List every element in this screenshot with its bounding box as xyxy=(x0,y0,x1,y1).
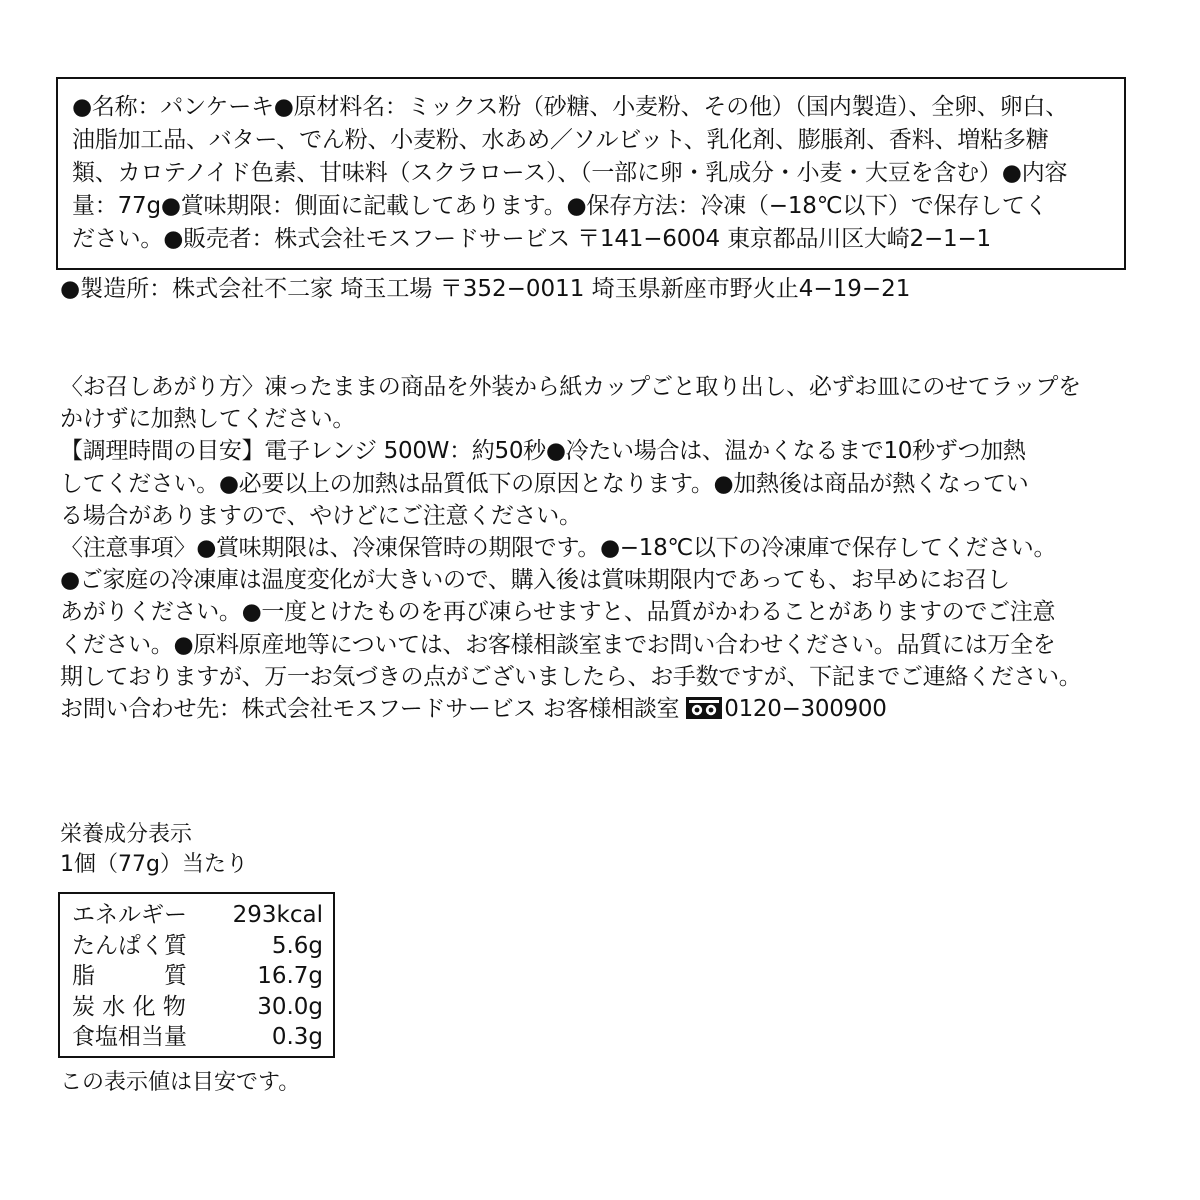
nutrient-value: 5.6g xyxy=(271,932,323,959)
instruction-line: 期しておりますが、万一お気づきの点がございましたら、お手数ですが、下記までご連絡ください。 xyxy=(60,663,1082,690)
instruction-line: かけずに加熱してください。 xyxy=(60,406,356,433)
instruction-line: 〈お召しあがり方〉凍ったままの商品を外装から紙カップごと取り出し、必ずお皿にのせてラップを xyxy=(60,374,1081,400)
instruction-line: ●ご家庭の冷凍庫は温度変化が大きいので、購入後は賞味期限内であっても、お早めにお召し xyxy=(60,567,1010,594)
instruction-line: してください。●必要以上の加熱は品質低下の原因となります。●加熱後は商品が熱くなってい xyxy=(60,470,1029,497)
label-line: 油脂加工品、バター、でん粉、小麦粉、水あめ／ソルビット、乳化剤、膨脹剤、香料、増粘多糖 xyxy=(72,127,1049,153)
nutrition-row xyxy=(72,992,323,1023)
label-line: 類、カロテノイド色素、甘味料（スクラロース）、（一部に卵・乳成分・小麦・大豆を含む）●内容 xyxy=(72,160,1068,186)
nutrient-name: 炭 水 化 物 xyxy=(72,993,186,1020)
nutrition-row xyxy=(72,1022,323,1053)
instructions-block xyxy=(60,371,1082,725)
nutrition-note: この表示値は目安です。 xyxy=(60,1070,301,1095)
nutrition-row xyxy=(72,961,323,992)
nutrition-row xyxy=(72,900,323,931)
instruction-line: 〈注意事項〉●賞味期限は、冷凍保管時の期限です。●−18℃以下の冷凍庫で保存してください。 xyxy=(60,535,1057,562)
nutrition-header xyxy=(60,820,248,880)
instruction-line: あがりください。●一度とけたものを再び凍らせますと、品質がかわることがありますのでご注意 xyxy=(60,599,1056,626)
freedial-icon xyxy=(686,696,722,718)
instruction-line: る場合がありますので、やけどにご注意ください。 xyxy=(60,502,582,529)
instruction-line: ください。●原料原産地等については、お客様相談室までお問い合わせください。品質には万全を xyxy=(60,631,1056,658)
contact-prefix: お問い合わせ先：株式会社モスフードサービス お客様相談室 xyxy=(60,696,680,723)
nutrient-value: 0.3g xyxy=(271,1024,323,1050)
nutrient-name: エネルギー xyxy=(72,902,187,928)
nutrient-name: 脂 質 xyxy=(72,963,187,989)
nutrition-table xyxy=(58,892,335,1058)
product-label-box xyxy=(56,77,1126,270)
nutrient-name: 食塩相当量 xyxy=(72,1024,187,1050)
nutrient-value: 293kcal xyxy=(232,902,323,928)
nutrient-value: 16.7g xyxy=(257,963,323,989)
instruction-line: 【調理時間の目安】電子レンジ 500W：約50秒●冷たい場合は、温かくなるまで10秒ずつ加熱 xyxy=(60,438,1026,465)
nutrient-name: たんぱく質 xyxy=(72,932,187,959)
nutrition-title: 栄養成分表示 xyxy=(60,822,193,847)
nutrition-row xyxy=(72,931,323,962)
contact-number: 0120−300900 xyxy=(724,696,887,723)
manufacturer-info: ●製造所：株式会社不二家 埼玉工場 〒352−0011 埼玉県新座市野火止4−19−21 xyxy=(60,276,911,302)
label-line: ●名称：パンケーキ●原材料名：ミックス粉（砂糖、小麦粉、その他）（国内製造）、全卵、卵白、 xyxy=(72,94,1068,120)
label-line: ださい。●販売者：株式会社モスフードサービス 〒141−6004 東京都品川区大崎2−1−1 xyxy=(72,226,991,252)
contact-line xyxy=(60,693,1082,725)
label-line: 量：77g●賞味期限：側面に記載してあります。●保存方法：冷凍（−18℃以下）で保存してく xyxy=(72,193,1048,219)
nutrient-value: 30.0g xyxy=(257,993,323,1020)
nutrition-serving: 1個（77g）当たり xyxy=(60,852,248,877)
